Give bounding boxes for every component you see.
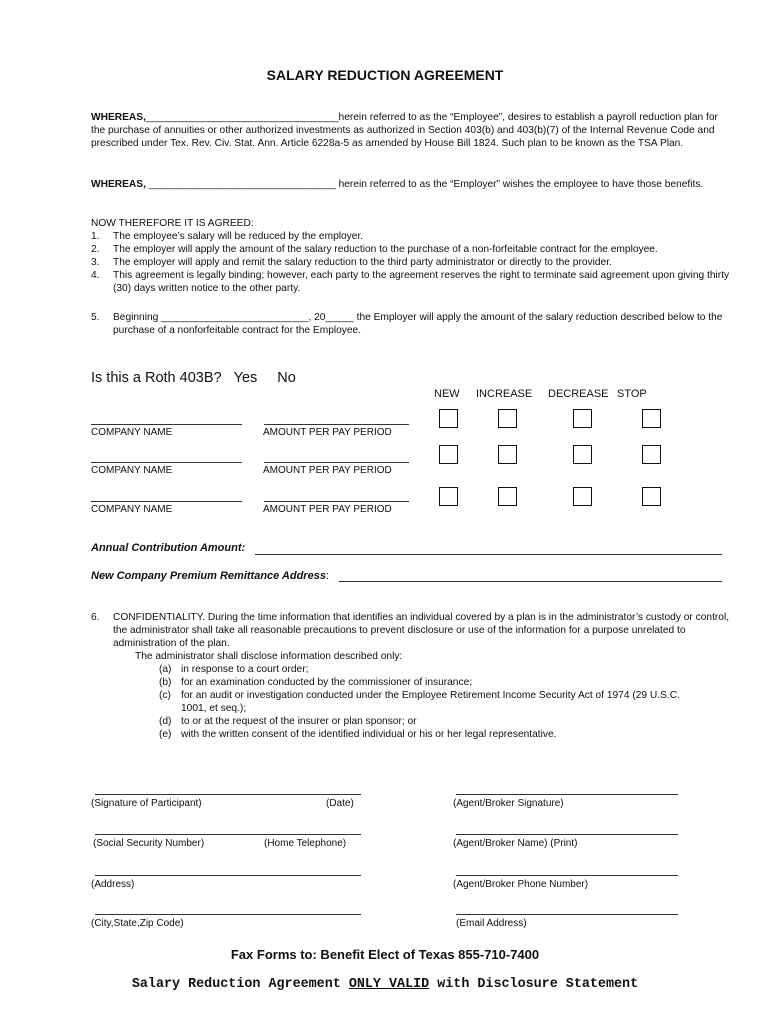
whereas-lead: WHEREAS, [91, 179, 146, 190]
remittance-address-row: New Company Premium Remittance Address: [91, 570, 329, 582]
increase-checkbox[interactable] [498, 487, 517, 506]
item-text: for an examination conducted by the commissioner of insurance; [181, 677, 473, 688]
whereas-employee-text: herein referred to as the “Employee”, desires to establish a payroll reduction plan for the purchase of annuities or other authorized investments as authorized in Section 403(b) and 403(b)(7) of the Internal Revenue Code and prescribed under Tex. Rev. Civ. Stat. Ann. Article 6228a-5 as amended by House Bill 1824. Such plan to be known as the TSA Plan. [91, 112, 718, 149]
roth-question-row [91, 370, 296, 386]
validity-emphasis: ONLY VALID [348, 977, 430, 992]
roth-no-option[interactable]: No [277, 370, 296, 386]
item-text: The employee’s salary will be reduced by the employer. [113, 231, 364, 242]
agent-phone-line[interactable] [456, 875, 678, 876]
item-number: 5. [91, 312, 100, 323]
home-telephone-label: (Home Telephone) [264, 838, 347, 849]
company-name-label: COMPANY NAME [91, 504, 173, 515]
remittance-address-line[interactable] [339, 581, 722, 582]
item-number: 1. [91, 231, 100, 242]
column-new: NEW [434, 388, 460, 400]
item-number: 4. [91, 270, 100, 281]
agreement-terms [91, 217, 731, 295]
document-title: SALARY REDUCTION AGREEMENT [266, 67, 504, 83]
roth-question: Is this a Roth 403B? [91, 370, 222, 386]
new-checkbox[interactable] [439, 487, 458, 506]
city-state-zip-label: (City,State,Zip Code) [91, 918, 184, 929]
item-text: for an audit or investigation conducted under the Employee Retirement Income Security Act of 1974 (29 U.S.C. 1001, et seq.); [181, 690, 680, 714]
address-line[interactable] [95, 875, 361, 876]
annual-contribution-line[interactable] [255, 554, 722, 555]
decrease-checkbox[interactable] [573, 487, 592, 506]
list-item [159, 663, 731, 676]
confidentiality-text: CONFIDENTIALITY. During the time information that identifies an individual covered by a plan is in the administrator’s custody or control, the administrator shall take all reasonable precautions to prevent disclosure or use of the information for a purpose unrelated to administration of the plan. [113, 612, 730, 649]
company-name-line[interactable] [91, 501, 242, 502]
city-state-zip-line[interactable] [95, 914, 361, 915]
item-text: in response to a court order; [181, 664, 309, 675]
employer-name-blank[interactable]: _________________________________ [148, 179, 336, 190]
confidentiality-section [91, 611, 731, 741]
agent-phone-label: (Agent/Broker Phone Number) [453, 879, 589, 890]
item-text[interactable]: Beginning __________________________, 20_____ the Employer will apply the amount of the salary reduction described below to the purchase of a nonforfeitable contract for the Employee. [113, 312, 723, 336]
stop-checkbox[interactable] [642, 445, 661, 464]
list-item [91, 269, 731, 295]
agent-name-label: (Agent/Broker Name) (Print) [453, 838, 578, 849]
annual-contribution-row [91, 542, 245, 554]
list-item [159, 715, 731, 728]
email-line[interactable] [456, 914, 678, 915]
company-name-line[interactable] [91, 462, 242, 463]
validity-notice [0, 977, 770, 992]
whereas-lead: WHEREAS, [91, 112, 146, 123]
company-name-label: COMPANY NAME [91, 427, 173, 438]
item5-list [91, 311, 731, 337]
stop-checkbox[interactable] [642, 487, 661, 506]
whereas-employer-text: herein referred to as the “Employer” wishes the employee to have those benefits. [338, 179, 704, 190]
agreed-list [91, 230, 731, 295]
item-letter: (c) [159, 690, 171, 701]
amount-line[interactable] [264, 424, 409, 425]
date-label: (Date) [326, 798, 354, 809]
list-item [159, 689, 731, 715]
employee-name-blank[interactable]: __________________________________ [145, 112, 339, 123]
participant-signature-label: (Signature of Participant) [91, 798, 202, 809]
address-label: (Address) [91, 879, 135, 890]
whereas-employee-paragraph [91, 111, 731, 150]
amount-label: AMOUNT PER PAY PERIOD [263, 427, 392, 438]
item-text: This agreement is legally binding; however, each party to the agreement reserves the right to terminate said agreement upon giving thirty (30) days written notice to the other party. [113, 270, 730, 294]
amount-label: AMOUNT PER PAY PERIOD [263, 504, 392, 515]
validity-pre: Salary Reduction Agreement [131, 977, 349, 992]
fax-instructions: Fax Forms to: Benefit Elect of Texas 855-710-7400 [230, 947, 540, 962]
company-name-line[interactable] [91, 424, 242, 425]
list-item [91, 230, 731, 243]
validity-post: with Disclosure Statement [429, 977, 639, 992]
list-item [91, 311, 731, 337]
ssn-label: (Social Security Number) [93, 838, 205, 849]
list-item [91, 243, 731, 256]
decrease-checkbox[interactable] [573, 445, 592, 464]
item-text: The employer will apply the amount of the salary reduction to the purchase of a non-forfeitable contract for the employee. [113, 244, 658, 255]
amount-label: AMOUNT PER PAY PERIOD [263, 465, 392, 476]
list-item [91, 256, 731, 269]
item-letter: (d) [159, 716, 172, 727]
agent-signature-line[interactable] [456, 794, 678, 795]
whereas-employer-paragraph [91, 178, 731, 191]
column-increase: INCREASE [476, 388, 533, 400]
item-number: 2. [91, 244, 100, 255]
item-letter: (b) [159, 677, 172, 688]
new-checkbox[interactable] [439, 409, 458, 428]
company-name-label: COMPANY NAME [91, 465, 173, 476]
confidentiality-lead: The administrator shall disclose information described only: [135, 651, 403, 662]
confidentiality-list [113, 663, 731, 741]
column-stop: STOP [617, 388, 647, 400]
beginning-clause [91, 311, 731, 337]
item-text: to or at the request of the insurer or plan sponsor; or [181, 716, 417, 727]
confidentiality-number: 6. [91, 612, 100, 623]
item-letter: (e) [159, 729, 172, 740]
amount-line[interactable] [264, 501, 409, 502]
agent-name-line[interactable] [456, 834, 678, 835]
list-item [159, 728, 731, 741]
column-decrease: DECREASE [548, 388, 609, 400]
list-item [159, 676, 731, 689]
amount-line[interactable] [264, 462, 409, 463]
agreed-heading: NOW THEREFORE IT IS AGREED: [91, 218, 254, 229]
ssn-phone-line[interactable] [95, 834, 361, 835]
new-checkbox[interactable] [439, 445, 458, 464]
item-number: 3. [91, 257, 100, 268]
stop-checkbox[interactable] [642, 409, 661, 428]
email-label: (Email Address) [456, 918, 527, 929]
increase-checkbox[interactable] [498, 409, 517, 428]
item-text: with the written consent of the identified individual or his or her legal representative. [181, 729, 557, 740]
remittance-address-label: New Company Premium Remittance Address [91, 570, 326, 582]
annual-contribution-label: Annual Contribution Amount: [91, 542, 246, 554]
decrease-checkbox[interactable] [573, 409, 592, 428]
roth-yes-option[interactable]: Yes [233, 370, 258, 386]
increase-checkbox[interactable] [498, 445, 517, 464]
item-letter: (a) [159, 664, 172, 675]
item-text: The employer will apply and remit the salary reduction to the third party administrator or directly to the provider. [113, 257, 612, 268]
participant-signature-line[interactable] [95, 794, 361, 795]
agent-signature-label: (Agent/Broker Signature) [453, 798, 564, 809]
